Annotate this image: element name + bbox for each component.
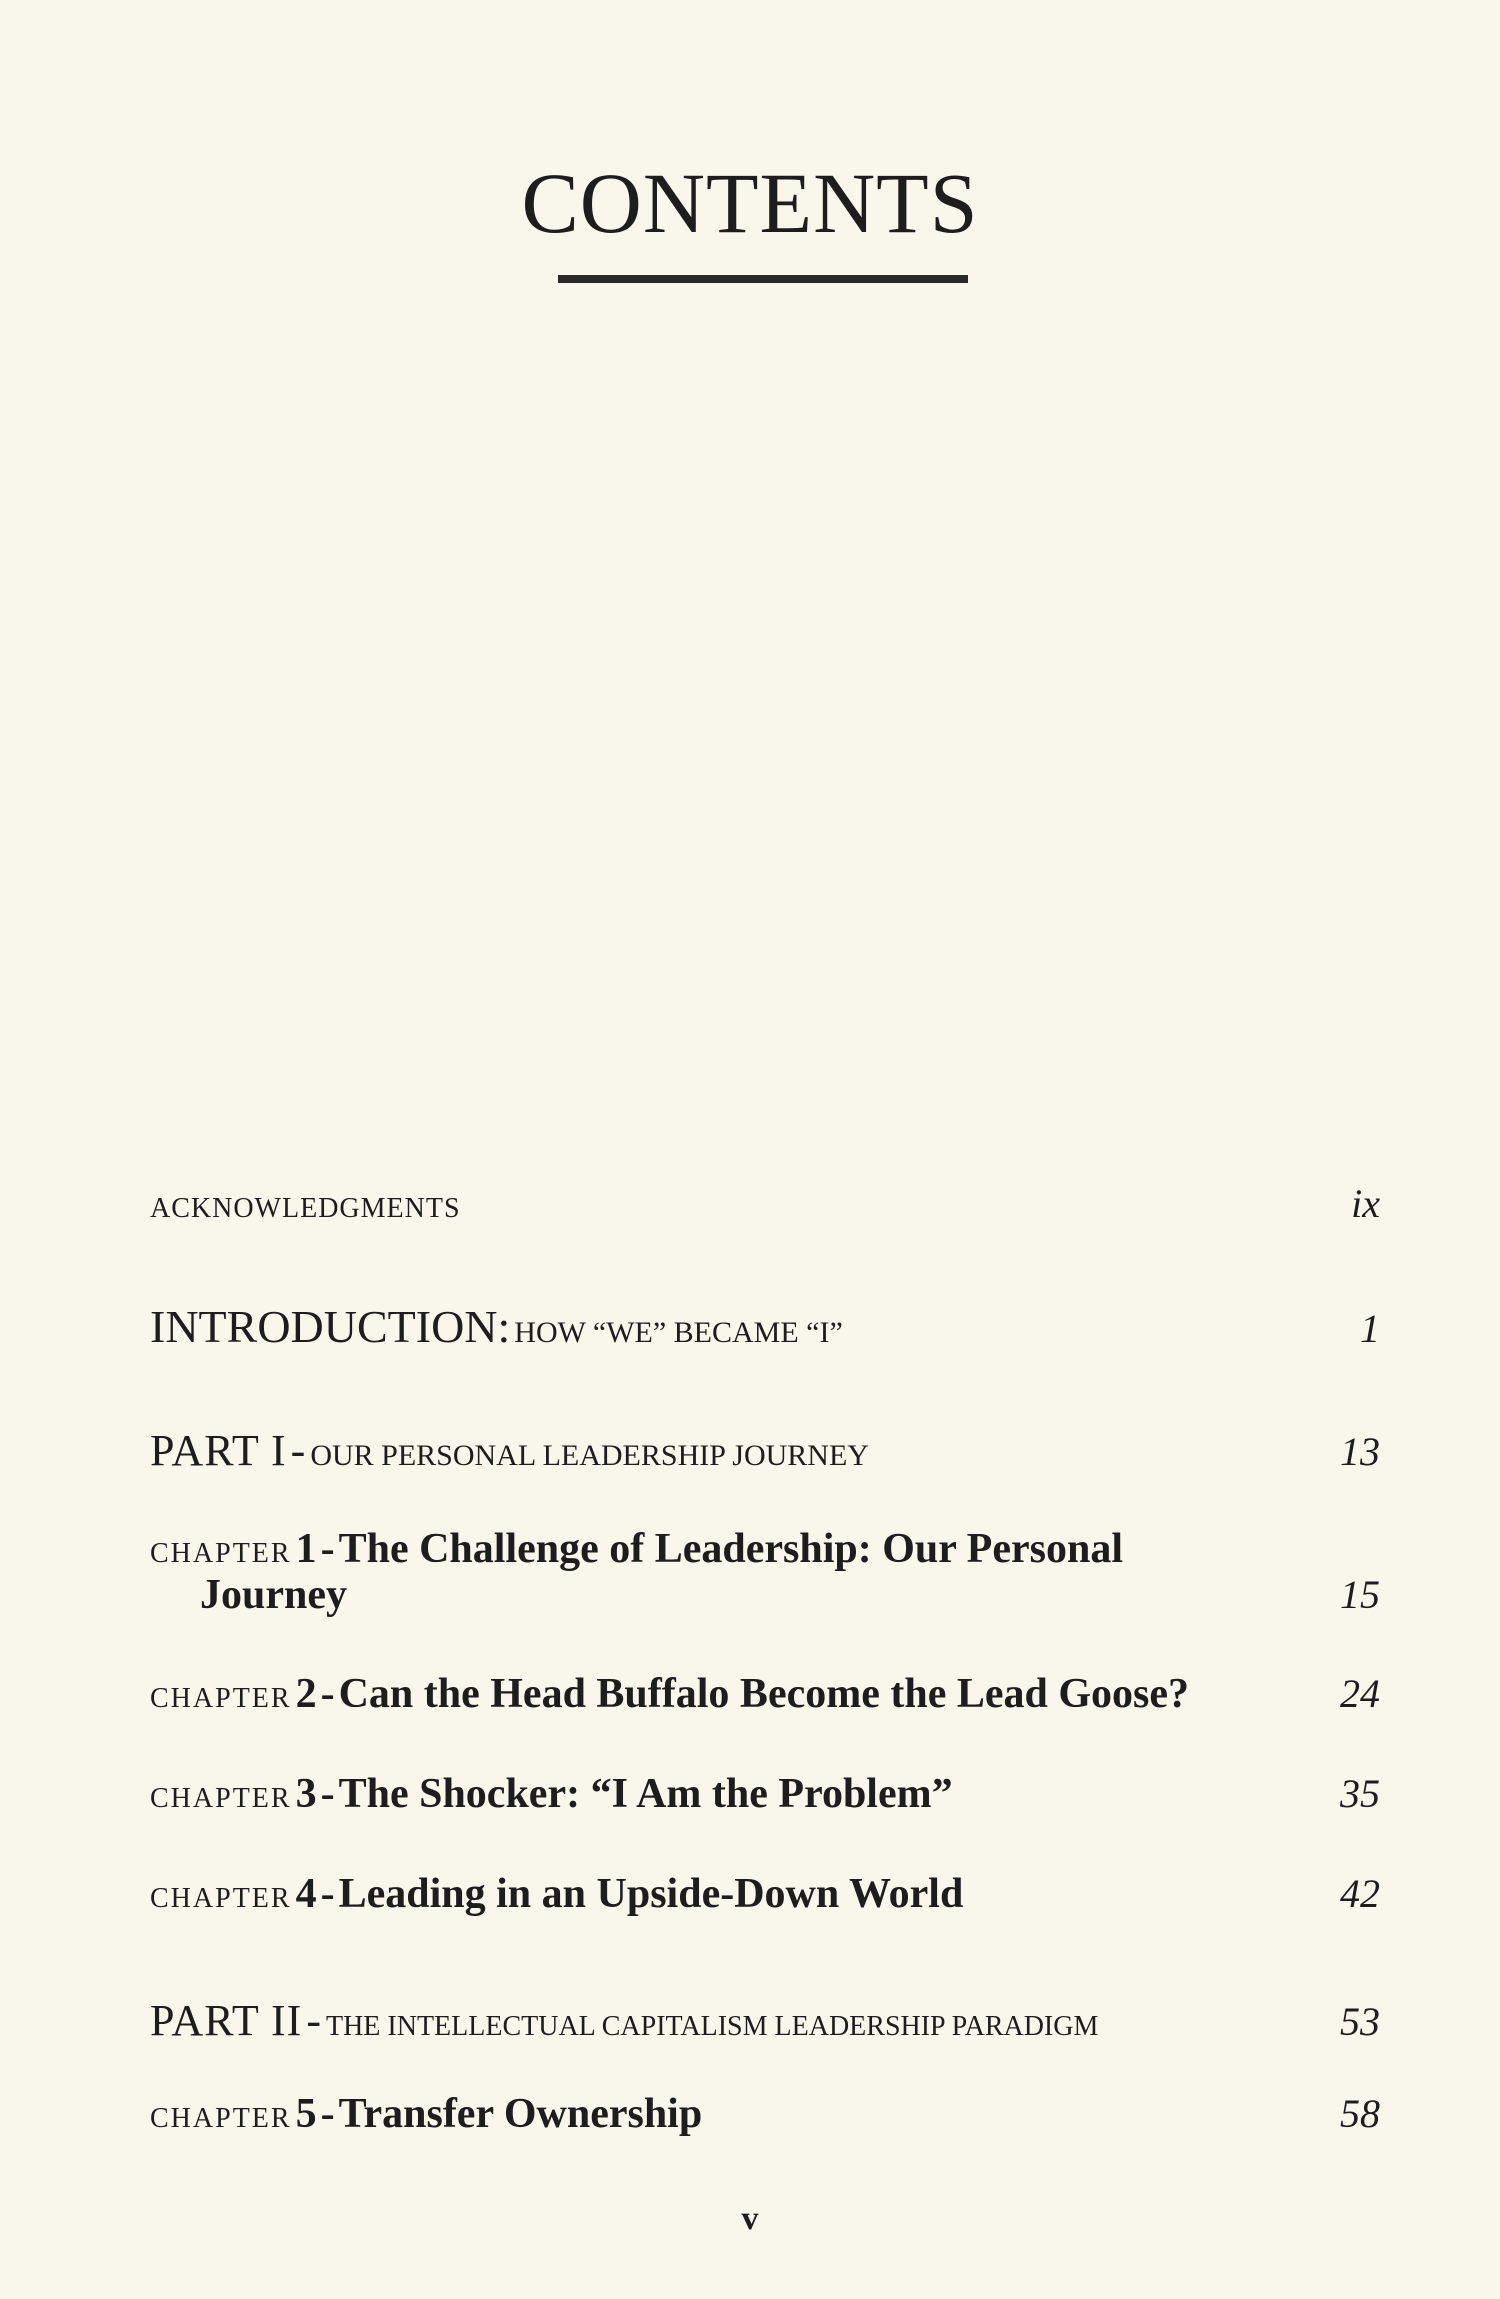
separator: - [320,1771,335,1817]
separator: - [320,1871,335,1917]
page-number: 24 [1340,1671,1380,1716]
separator: - [320,1526,335,1572]
chapter-title: Transfer Ownership [338,2091,703,2137]
chapter-label: CHAPTER [150,1683,292,1714]
chapter-label: CHAPTER [150,1783,292,1814]
separator: - [320,1671,335,1717]
chapter-number: 1 [295,1526,317,1572]
toc-entry-part-2[interactable] [150,1995,1380,2046]
toc-entry-chapter-5[interactable] [150,2090,1380,2138]
page-number: 13 [1340,1429,1380,1474]
page-folio: v [741,2200,759,2237]
entry-label: INTRODUCTION: [150,1301,511,1352]
chapter-label: CHAPTER [150,1538,292,1569]
chapter-label: CHAPTER [150,2103,292,2134]
page-number: ix [1351,1181,1380,1226]
page-number: 15 [1340,1572,1380,1617]
page-number: 1 [1360,1306,1380,1351]
part-label: PART II [150,1996,303,2045]
chapter-number: 3 [295,1771,317,1817]
page-number: 35 [1340,1771,1380,1816]
toc-entry-acknowledgments[interactable] [150,1180,1380,1227]
separator: - [306,1996,322,2045]
chapter-title: Leading in an Upside-Down World [338,1871,964,1917]
toc-entry-chapter-3[interactable] [150,1770,1380,1818]
page-number: 42 [1340,1871,1380,1916]
chapter-title: Can the Head Buffalo Become the Lead Goose? [338,1671,1190,1717]
page-number: 53 [1340,1999,1380,2044]
chapter-number: 5 [295,2091,317,2137]
chapter-title-line-2: Journey [200,1572,347,1618]
page-number: 58 [1340,2091,1380,2136]
toc-entry-chapter-4[interactable] [150,1870,1380,1918]
separator: - [290,1426,307,1475]
separator: - [320,2091,335,2137]
chapter-title-line-1: The Challenge of Leadership: Our Personal [338,1526,1123,1572]
chapter-number: 2 [295,1671,317,1717]
entry-label: ACKNOWLEDGMENTS [150,1193,461,1224]
part-title: OUR PERSONAL LEADERSHIP JOURNEY [310,1439,869,1472]
toc-entry-introduction[interactable] [150,1300,1380,1353]
entry-subtitle: HOW “WE” BECAME “I” [514,1316,843,1349]
title-underline [558,275,968,283]
chapter-label: CHAPTER [150,1883,292,1914]
page-title: CONTENTS [521,155,979,251]
part-title: THE INTELLECTUAL CAPITALISM LEADERSHIP PARADIGM [325,2011,1099,2042]
chapter-title: The Shocker: “I Am the Problem” [338,1771,953,1817]
toc-entry-part-1[interactable] [150,1425,1380,1476]
toc-entry-chapter-1[interactable] [150,1525,1380,1619]
chapter-number: 4 [295,1871,317,1917]
part-label: PART I [150,1426,287,1475]
toc-entry-chapter-2[interactable] [150,1670,1380,1718]
